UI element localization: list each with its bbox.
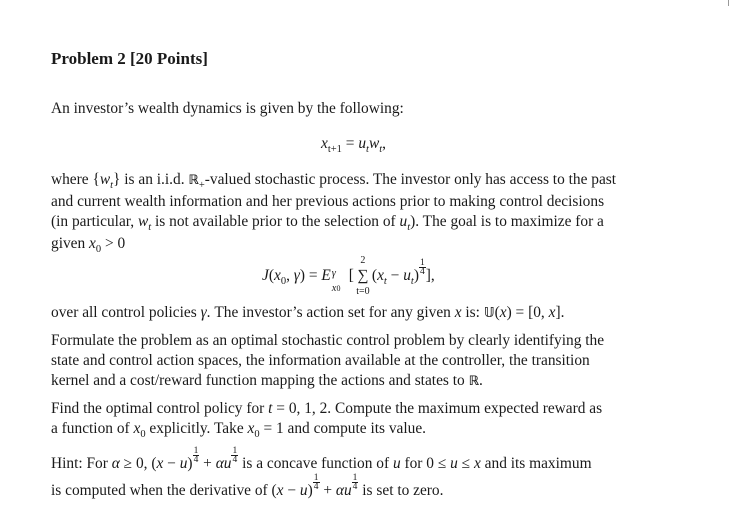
- hint-line-2: is computed when the derivative of (x − u) $\frac{1}{4}$ + αu $\frac{1}{4}$ is set to zero.: [51, 473, 444, 499]
- formulate-line-1: Formulate the problem as an optimal stochastic control problem by clearly identifying the: [51, 332, 605, 349]
- process-line-2: and current wealth information and her previous actions prior to making control decisions: [51, 193, 605, 210]
- problem-title: Problem 2 [20 Points]: [51, 49, 208, 68]
- process-paragraph: [51, 170, 681, 256]
- summation-symbol: 2 ∑ t=0: [356, 255, 370, 297]
- process-line-1: where $\{w_t\}$ is an i.i.d. ℝ$_+$-valued stochastic process. The investor only has access to the past: [51, 171, 617, 191]
- objective-equation: $J(x_0$, γ) = E γ x0 [ 2 ∑ t=0 $(x_t - u_t)$ $\frac{1}{4}$ ],: [262, 255, 435, 297]
- expectation-superscript: γ: [331, 268, 336, 279]
- action-set-line: over all control policies γ. The investor’s action set for any given x is: 𝕌(x) = [0, x].: [51, 304, 565, 321]
- formulate-line-2: state and control action spaces, the information available at the controller, the transition: [51, 352, 590, 369]
- process-line-3: (in particular, $w_t$ is not available prior to the selection of $u_t$). The goal is to maximize for a: [51, 213, 604, 233]
- hint-line-1: Hint: For α ≥ 0, (x − u) $\frac{1}{4}$ + αu $\frac{1}{4}$ is a concave function of u for 0 ≤ u ≤ x and its maximum: [51, 446, 592, 472]
- process-line-4: given $x_0 > 0$: [51, 235, 126, 255]
- hint-paragraph: [51, 447, 681, 501]
- formulate-paragraph: [51, 331, 681, 392]
- find-line-2: a function of $x_0$ explicitly. Take $x_0 = 1$ and compute its value.: [51, 420, 427, 440]
- find-paragraph: [51, 399, 681, 441]
- dynamics-equation: $x_{t+1} = u_tw_t$,: [321, 135, 386, 155]
- formulate-line-3: kernel and a cost/reward function mapping the actions and states to ℝ.: [51, 372, 483, 389]
- find-line-1: Find the optimal control policy for t = 0, 1, 2. Compute the maximum expected reward as: [51, 400, 603, 417]
- corner-mark: [728, 0, 729, 6]
- intro-paragraph: An investor’s wealth dynamics is given by the following:: [51, 100, 404, 117]
